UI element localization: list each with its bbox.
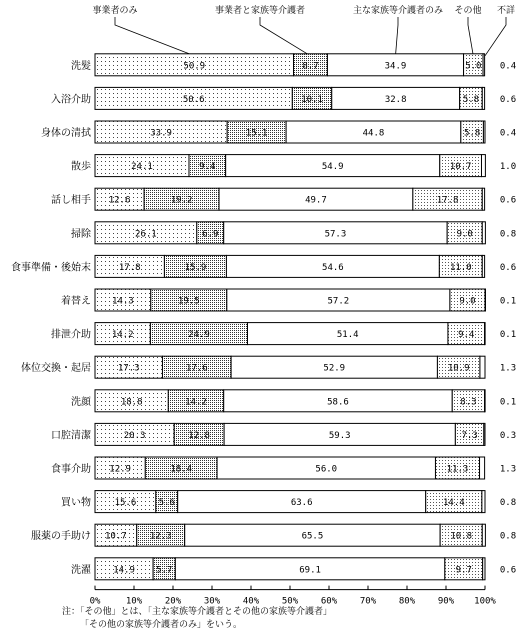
bar-segment xyxy=(483,54,485,76)
data-label: 10.7 xyxy=(105,531,127,542)
data-label: 17.8 xyxy=(436,195,459,206)
bar-segment xyxy=(482,524,485,546)
data-label: 19.2 xyxy=(170,195,193,206)
x-tick-label: 100% xyxy=(474,596,496,607)
unknown-value-label: 0.4 xyxy=(499,61,517,72)
bar-segment xyxy=(484,423,485,445)
bar-segment xyxy=(480,356,485,378)
row-label: 買い物 xyxy=(61,497,91,509)
data-label: 15.9 xyxy=(184,262,207,273)
x-tick-label: 30% xyxy=(203,596,221,607)
bar-segment xyxy=(485,323,486,345)
x-tick-label: 20% xyxy=(164,596,182,607)
x-tick-label: 50% xyxy=(281,596,299,607)
data-label: 11.0 xyxy=(449,262,472,273)
data-label: 10.8 xyxy=(450,531,473,542)
data-label: 51.4 xyxy=(336,330,359,341)
x-tick-label: 90% xyxy=(437,596,455,607)
x-tick-label: 80% xyxy=(398,596,416,607)
data-label: 8.7 xyxy=(302,61,319,72)
data-label: 10.7 xyxy=(449,162,472,173)
data-label: 26.1 xyxy=(135,229,157,240)
data-label: 65.5 xyxy=(301,531,324,542)
x-tick-label: 70% xyxy=(359,596,377,607)
unknown-value-label: 0.1 xyxy=(499,397,517,408)
data-label: 11.3 xyxy=(446,464,469,475)
legend-label: 事業者と家族等介護者 xyxy=(214,6,306,16)
data-label: 12.3 xyxy=(149,531,172,542)
row-label: 散歩 xyxy=(71,161,91,173)
data-label: 15.6 xyxy=(114,498,137,509)
data-label: 8.3 xyxy=(460,397,477,408)
bar-segment xyxy=(482,222,485,244)
legend-label: 事業者のみ xyxy=(92,6,138,16)
data-label: 17.3 xyxy=(117,363,140,374)
bar-segment xyxy=(485,390,486,412)
data-label: 19.5 xyxy=(177,296,200,307)
row-label: 排泄介助 xyxy=(51,329,91,341)
legend-label: その他 xyxy=(454,6,482,16)
data-label: 44.8 xyxy=(362,128,385,139)
data-label: 69.1 xyxy=(299,565,321,576)
data-label: 5.6 xyxy=(158,498,175,509)
legend-leader-line xyxy=(395,17,398,56)
data-label: 7.3 xyxy=(461,430,478,441)
data-label: 57.3 xyxy=(324,229,347,240)
bar-segment xyxy=(480,457,485,479)
data-label: 50.6 xyxy=(182,94,205,105)
data-label: 12.9 xyxy=(109,464,131,475)
row-label: 身体の清拭 xyxy=(41,128,91,139)
data-label: 10.9 xyxy=(447,363,470,374)
data-label: 14.2 xyxy=(185,397,207,408)
data-label: 33.9 xyxy=(150,128,172,139)
data-label: 14.9 xyxy=(113,565,135,576)
unknown-value-label: 1.3 xyxy=(499,464,517,475)
bar-segment xyxy=(481,155,485,177)
data-label: 14.4 xyxy=(442,498,465,509)
data-label: 50.9 xyxy=(183,61,206,72)
unknown-value-label: 0.6 xyxy=(499,565,517,576)
data-label: 17.6 xyxy=(185,363,208,374)
x-tick-label: 40% xyxy=(242,596,260,607)
data-label: 58.6 xyxy=(327,397,349,408)
x-tick-label: 0% xyxy=(89,596,101,607)
bar-segment xyxy=(483,558,485,580)
data-label: 20.3 xyxy=(123,430,146,441)
data-label: 54.6 xyxy=(322,262,344,273)
legend-label: 主な家族等介護者のみ xyxy=(352,6,444,16)
row-label: 服薬の手助け xyxy=(31,531,91,543)
unknown-value-label: 0.6 xyxy=(499,262,517,273)
data-label: 9.4 xyxy=(199,162,216,173)
data-label: 14.3 xyxy=(112,296,134,307)
data-label: 10.1 xyxy=(301,94,323,105)
row-label: 掃除 xyxy=(71,228,91,240)
data-label: 12.6 xyxy=(108,195,131,206)
unknown-value-label: 0.4 xyxy=(499,128,517,139)
data-label: 14.2 xyxy=(111,330,134,341)
legend-label: 不詳 xyxy=(496,6,516,16)
data-label: 18.8 xyxy=(120,397,143,408)
data-label: 24.1 xyxy=(131,162,153,173)
data-label: 54.9 xyxy=(321,162,344,173)
data-label: 5.8 xyxy=(462,94,480,105)
row-label: 食事準備・後始末 xyxy=(11,262,91,274)
bar-segment xyxy=(482,255,484,277)
unknown-value-label: 0.1 xyxy=(499,296,517,307)
unknown-value-label: 0.6 xyxy=(499,195,517,206)
data-label: 63.6 xyxy=(290,498,313,509)
data-label: 9.0 xyxy=(459,296,476,307)
unknown-value-label: 0.8 xyxy=(499,229,517,240)
bar-segment xyxy=(482,188,484,210)
data-label: 49.7 xyxy=(305,195,327,206)
x-tick-label: 60% xyxy=(320,596,338,607)
data-label: 15.1 xyxy=(245,128,268,139)
unknown-value-label: 0.6 xyxy=(499,94,517,105)
row-label: 着替え xyxy=(61,296,91,307)
data-label: 12.8 xyxy=(188,430,210,441)
data-label: 5.7 xyxy=(156,565,173,576)
row-label: 入浴介助 xyxy=(51,94,91,106)
data-label: 6.9 xyxy=(202,229,219,240)
legend-leader-line xyxy=(115,17,194,56)
data-label: 57.2 xyxy=(327,296,350,307)
row-label: 口腔清潔 xyxy=(51,430,91,442)
bar-segment xyxy=(485,289,486,311)
data-label: 24.9 xyxy=(188,330,210,341)
row-label: 洗顔 xyxy=(71,396,91,408)
row-label: 体位交換・起居 xyxy=(21,363,91,375)
legend xyxy=(92,4,515,56)
data-label: 59.3 xyxy=(328,430,351,441)
row-label: 話し相手 xyxy=(51,195,91,207)
legend-leader-line xyxy=(260,17,310,56)
data-label: 9.7 xyxy=(455,565,472,576)
data-label: 56.0 xyxy=(315,464,338,475)
bar-segment xyxy=(482,491,485,513)
data-label: 9.4 xyxy=(458,330,475,341)
unknown-value-label: 0.3 xyxy=(499,430,517,441)
row-label: 洗濯 xyxy=(71,564,91,576)
data-label: 5.0 xyxy=(465,61,482,72)
unknown-value-label: 0.8 xyxy=(499,531,517,542)
data-label: 32.8 xyxy=(384,94,407,105)
data-label: 18.4 xyxy=(170,464,193,475)
unknown-value-label: 0.1 xyxy=(499,330,517,341)
data-label: 17.8 xyxy=(118,262,141,273)
data-label: 9.0 xyxy=(456,229,473,240)
row-label: 食事介助 xyxy=(51,464,91,475)
row-label: 洗髪 xyxy=(71,60,91,72)
footnote-line-2: 「その他の家族等介護者のみ」をいう。 xyxy=(80,620,243,630)
unknown-value-label: 0.8 xyxy=(499,498,517,509)
legend-leader-line xyxy=(485,17,506,56)
data-label: 5.8 xyxy=(463,128,481,139)
bar-segment xyxy=(482,87,484,109)
x-tick-label: 10% xyxy=(125,596,143,607)
unknown-value-label: 1.3 xyxy=(499,363,517,374)
footnote-line-1: 注：「その他」とは、「主な家族等介護者とその他の家族等介護者」 xyxy=(62,607,333,617)
data-label: 52.9 xyxy=(323,363,346,374)
legend-leader-line xyxy=(468,17,473,56)
bar-segment xyxy=(483,121,485,143)
bars xyxy=(11,54,516,580)
unknown-value-label: 1.0 xyxy=(499,162,517,173)
data-label: 34.9 xyxy=(384,61,407,72)
